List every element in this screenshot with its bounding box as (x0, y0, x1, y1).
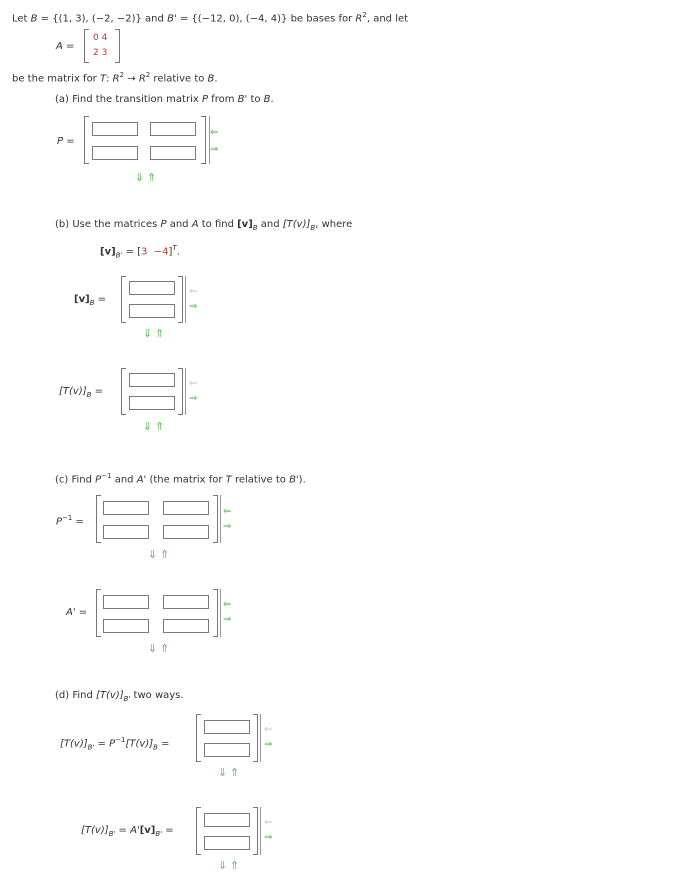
part-d-eq1-label (60, 736, 170, 751)
bracket-right (253, 807, 258, 855)
basis-b: B (30, 13, 38, 25)
v-b-label (74, 294, 106, 307)
intro2-pre: be the matrix for (12, 73, 100, 85)
matrix-p-divider (209, 116, 210, 164)
bracket-right (115, 29, 120, 63)
part-d-rest: two ways. (130, 690, 184, 701)
part-b-where: , where (315, 219, 353, 230)
given-dot: . (176, 246, 180, 258)
matrix-a-row1: 0 4 (93, 33, 108, 43)
pinv-sup: −1 (62, 514, 73, 522)
v-b-cell-1[interactable] (129, 281, 175, 295)
bracket-right (178, 276, 183, 323)
matrix-tv-b (121, 368, 183, 415)
tv-b-cell-1[interactable] (129, 373, 175, 387)
pinv-label (56, 514, 84, 527)
remove-column-arrow-left-icon[interactable]: ⇐ (210, 127, 219, 138)
v-label-eq: = (94, 294, 107, 305)
bracket-left (96, 589, 101, 637)
p-cell-21[interactable] (92, 146, 138, 160)
r1-symbol: R (112, 73, 120, 85)
d1-cell-2[interactable] (204, 743, 250, 757)
part-c-bp: B' (289, 474, 299, 486)
part-b-p: P (160, 219, 167, 230)
bracket-left (196, 807, 201, 855)
part-c-question (55, 472, 306, 485)
add-column-arrow-right-icon[interactable]: ⇒ (223, 614, 232, 625)
bracket-left (84, 116, 89, 164)
part-c-end: ). (298, 474, 306, 486)
given-eq: = [ (122, 246, 142, 258)
part-a-b: B (263, 94, 271, 105)
eq1-mid: = (94, 738, 110, 750)
remove-row-arrow-up-icon[interactable]: ⇑ (147, 171, 157, 184)
matrix-pinv-divider (220, 495, 221, 543)
matrix-a (84, 29, 120, 63)
tv-b-label (59, 386, 103, 399)
eq2-lhs-sub: B' (108, 830, 116, 838)
p-cell-12[interactable] (150, 122, 196, 136)
part-b-v: [v] (237, 219, 253, 230)
matrix-a-row2: 2 3 (93, 48, 108, 58)
text-and-let: , and let (366, 13, 409, 25)
basis-b-def: = {(1, 3), (−2, −2)} and (37, 13, 168, 25)
given-v2: −4 (153, 246, 169, 258)
remove-column-arrow-left-icon[interactable]: ⇐ (223, 506, 232, 517)
matrix-ap (96, 589, 218, 637)
intro2-colon: : (106, 73, 113, 85)
eq1-lhs-sub: B' (87, 743, 95, 752)
matrix-p (84, 116, 206, 164)
part-c-p: P (95, 474, 102, 486)
eq2-rhs-sub: B' (155, 830, 163, 838)
pinv-cell-22[interactable] (163, 525, 209, 539)
remove-row-arrow-up-icon[interactable]: ⇑ (155, 327, 165, 340)
pinv-p: P (56, 516, 63, 528)
d2-cell-2[interactable] (204, 836, 250, 850)
eq2-rhs: [v] (139, 825, 156, 836)
given-transpose: T (172, 244, 177, 252)
t-symbol: T (99, 73, 107, 85)
remove-column-arrow-left-icon[interactable]: ⇐ (189, 378, 198, 389)
v-b-cell-2[interactable] (129, 304, 175, 318)
part-b-mid: to find (198, 219, 238, 230)
remove-column-arrow-left-icon[interactable]: ⇐ (264, 817, 273, 828)
remove-row-arrow-up-icon[interactable]: ⇑ (155, 420, 165, 433)
tv-label: [T(v)] (59, 386, 87, 397)
pinv-cell-21[interactable] (103, 525, 149, 539)
add-row-arrow-down-icon[interactable]: ⇓ (148, 642, 158, 655)
basis-bp-def: ' = {(−12, 0), (−4, 4)} be bases for (173, 13, 356, 25)
part-b-and: and (166, 219, 192, 230)
part-c-rest2: relative to (231, 474, 290, 486)
bracket-right (253, 714, 258, 762)
pinv-eq: = (72, 516, 84, 528)
problem-intro-2 (12, 71, 218, 84)
part-c-rest: (the matrix for (146, 474, 226, 486)
add-row-arrow-down-icon[interactable]: ⇓ (135, 171, 145, 184)
remove-row-arrow-up-icon[interactable]: ⇑ (160, 642, 170, 655)
map-arrow: → (124, 73, 139, 85)
remove-column-arrow-left-icon[interactable]: ⇐ (189, 286, 198, 297)
problem-intro (12, 11, 408, 24)
r2-symbol: R (138, 73, 146, 85)
remove-row-arrow-up-icon[interactable]: ⇑ (160, 548, 170, 561)
add-row-arrow-down-icon[interactable]: ⇓ (218, 766, 228, 779)
bracket-right (178, 368, 183, 415)
matrix-v-b (121, 276, 183, 323)
add-column-arrow-right-icon[interactable]: ⇒ (210, 144, 219, 155)
intro2-post: relative to (150, 73, 208, 85)
part-b-prefix: (b) Use the matrices (55, 219, 161, 230)
matrix-pinv (96, 495, 218, 543)
matrix-tv-divider (185, 368, 186, 415)
p-cell-11[interactable] (92, 122, 138, 136)
part-b-tvsub: B (310, 224, 316, 232)
ap-cell-22[interactable] (163, 619, 209, 633)
tv-label-sub: B (86, 391, 92, 399)
part-a-prefix: (a) Find the transition matrix (55, 94, 202, 105)
part-b-tv: [T(v)] (282, 219, 311, 230)
bracket-right (213, 495, 218, 543)
add-row-arrow-down-icon[interactable]: ⇓ (143, 327, 153, 340)
p-label: P = (57, 136, 75, 147)
matrix-a-label (56, 41, 74, 52)
eq1-rhs: [T(v)] (125, 738, 154, 750)
part-d-question (55, 690, 184, 703)
given-v-bp (100, 244, 180, 259)
d2-cell-1[interactable] (204, 813, 250, 827)
part-d-eq2-label (81, 825, 174, 838)
part-a-p: P (201, 94, 208, 105)
eq1-p: P (109, 738, 116, 750)
given-v: [v] (100, 246, 116, 258)
d1-cell-1[interactable] (204, 720, 250, 734)
pinv-cell-11[interactable] (103, 501, 149, 515)
tv-b-cell-2[interactable] (129, 396, 175, 410)
p-cell-22[interactable] (150, 146, 196, 160)
part-a-question (55, 94, 274, 105)
add-row-arrow-down-icon[interactable]: ⇓ (143, 420, 153, 433)
matrix-d2 (196, 807, 258, 855)
eq2-mid: = (115, 825, 131, 836)
remove-column-arrow-left-icon[interactable]: ⇐ (223, 599, 232, 610)
part-d-tv: [T(v)] (96, 690, 124, 701)
basis-bp: B (167, 13, 174, 25)
bracket-left (196, 714, 201, 762)
eq2-a: A' (130, 825, 140, 836)
given-close: ] (168, 246, 173, 258)
part-c-ap: A' (136, 474, 147, 486)
add-row-arrow-down-icon[interactable]: ⇓ (218, 859, 228, 872)
ap-cell-12[interactable] (163, 595, 209, 609)
remove-row-arrow-up-icon[interactable]: ⇑ (230, 859, 240, 872)
given-v-sub: B' (115, 251, 123, 260)
tv-label-eq: = (91, 386, 104, 397)
bracket-right (201, 116, 206, 164)
part-a-mid: from (208, 94, 238, 105)
part-c-and: and (111, 474, 137, 486)
part-c-prefix: (c) Find (55, 474, 96, 486)
add-column-arrow-right-icon[interactable]: ⇒ (264, 739, 273, 750)
part-b-vsub: B (252, 224, 258, 232)
r-symbol: R (355, 13, 363, 25)
eq1-lhs: [T(v)] (60, 738, 88, 750)
bracket-left (84, 29, 89, 63)
bracket-right (213, 589, 218, 637)
r2-exp: 2 (145, 71, 151, 79)
ap-cell-11[interactable] (103, 595, 149, 609)
matrix-v-divider (185, 276, 186, 323)
r1-exp: 2 (119, 71, 125, 79)
part-d-sub: B' (123, 695, 131, 703)
add-row-arrow-down-icon[interactable]: ⇓ (148, 548, 158, 561)
add-column-arrow-right-icon[interactable]: ⇒ (189, 393, 198, 404)
bracket-left (96, 495, 101, 543)
part-c-inv: −1 (101, 472, 112, 480)
matrix-ap-divider (220, 589, 221, 637)
given-v1: 3 (141, 246, 148, 258)
ap-cell-21[interactable] (103, 619, 149, 633)
text-let: Let (12, 13, 28, 25)
eq1-rhs-sub: B (153, 743, 158, 752)
add-column-arrow-right-icon[interactable]: ⇒ (223, 521, 232, 532)
part-a-bp: B (237, 94, 245, 105)
part-d-prefix: (d) Find (55, 690, 96, 701)
part-a-end: . (270, 94, 274, 105)
bracket-left (121, 368, 126, 415)
eq1-sup: −1 (115, 736, 126, 744)
ap-label: A' = (66, 607, 88, 618)
matrix-d2-divider (260, 807, 261, 855)
part-b-question (55, 219, 352, 232)
add-column-arrow-right-icon[interactable]: ⇒ (189, 301, 198, 312)
r-exponent: 2 (362, 11, 367, 19)
eq2-lhs: [T(v)] (81, 825, 109, 836)
remove-row-arrow-up-icon[interactable]: ⇑ (230, 766, 240, 779)
part-b-and2: and (257, 219, 283, 230)
label-a-eq: = (62, 41, 75, 52)
part-b-a: A (191, 219, 199, 230)
add-column-arrow-right-icon[interactable]: ⇒ (264, 832, 273, 843)
eq1-end: = (157, 738, 170, 750)
pinv-cell-12[interactable] (163, 501, 209, 515)
part-a-mid2: ' to (244, 94, 264, 105)
matrix-d1-divider (260, 714, 261, 762)
intro2-b: B (207, 73, 215, 85)
bracket-left (121, 276, 126, 323)
v-label: [v] (74, 294, 90, 305)
part-c-t: T (225, 474, 232, 486)
matrix-d1 (196, 714, 258, 762)
label-a: A (56, 41, 63, 52)
remove-column-arrow-left-icon[interactable]: ⇐ (264, 724, 273, 735)
v-label-sub: B (89, 299, 95, 307)
intro2-dot: . (214, 73, 218, 85)
eq2-end: = (162, 825, 174, 836)
